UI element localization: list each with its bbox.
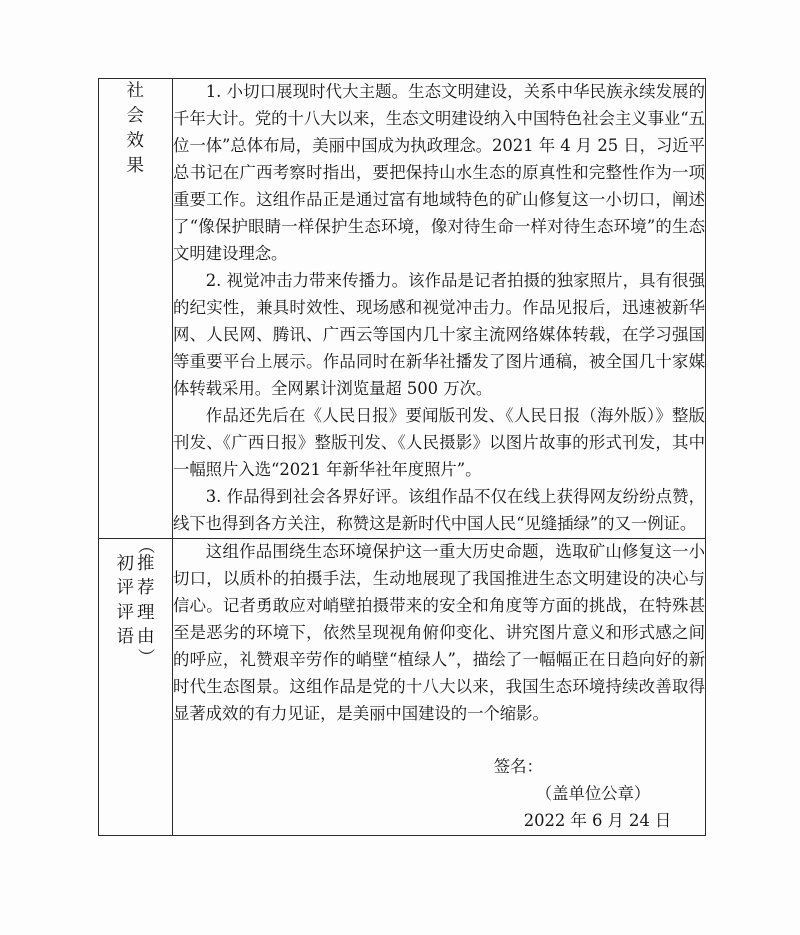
vertical-label-outer-column	[117, 552, 135, 650]
vertical-label-char: 理	[137, 602, 155, 623]
signature-block	[173, 754, 705, 835]
signature-seal-note: （盖单位公章）	[535, 783, 651, 803]
paragraph-recommendation-reason-1: 这组作品围绕生态环境保护这一重大历史命题，选取矿山修复这一小切口，以质朴的拍摄手法，生动地展现了我国推进生态文明建设的决心与信心。记者勇敢应对峭壁拍摄带来的安全和角度等方面的挑战，在特殊甚至是恶劣的环境下，依然呈现视角俯仰变化、讲究图片意义和形式感之间的呼应，礼赞艰辛劳作的峭壁“植绿人”，描绘了一幅幅正在日趋向好的新时代生态图景。这组作品是党的十八大以来，我国生态环境持续改善取得显著成效的有力见证，是美丽中国建设的一个缩影。	[173, 541, 705, 723]
row-body-social-effect	[173, 79, 706, 539]
table-row-social-effect	[99, 79, 706, 539]
paragraph-social-effect-3: 作品还先后在《人民日报》要闻版刊发、《人民日报（海外版）》整版刊发、《广西日报》整版刊发、《人民摄影》以图片故事的形式刊发，其中一幅照片入选“2021 年新华社年度照片”。	[173, 405, 705, 479]
paragraph-social-effect-2: 2. 视觉冲击力带来传播力。该作品是记者拍摄的独家照片，具有很强的纪实性，兼具时效性、现场感和视觉冲击力。作品见报后，迅速被新华网、人民网、腾讯、广西云等国内几十家主流网络媒体转载，在学习强国等重要平台上展示。作品同时在新华社播发了图片通稿，被全国几十家媒体转载采用。全网累计浏览量超 500 万次。	[173, 270, 705, 398]
paragraph-social-effect-4: 3. 作品得到社会各界好评。该组作品不仅在线上获得网友纷纷点赞，线下也得到各方关注，称赞这是新时代中国人民“见缝插绿”的又一例证。	[173, 486, 705, 533]
evaluation-table	[98, 78, 706, 836]
vertical-label-char: 评	[116, 578, 134, 599]
vertical-label-char: 初	[116, 553, 134, 574]
signature-name-label: 签名：	[493, 756, 543, 776]
vertical-label-char: 效	[126, 130, 145, 151]
vertical-label-char: 会	[126, 105, 145, 126]
row-label-recommendation-reason	[99, 538, 173, 835]
vertical-label-char: 由	[137, 627, 155, 648]
vertical-label-char: 评	[116, 602, 134, 623]
table-row-recommendation-reason	[99, 538, 706, 835]
vertical-label-char: 果	[126, 155, 145, 176]
signature-date: 2022 年 6 月 24 日	[523, 810, 672, 830]
vertical-label-char: 社	[126, 81, 145, 101]
row-label-social-effect	[99, 79, 173, 539]
vertical-label-social-effect	[127, 79, 145, 178]
open-paren-glyph: （	[135, 536, 156, 554]
paragraph-social-effect-1: 1. 小切口展现时代大主题。生态文明建设，关系中华民族永续发展的千年大计。党的十八大以来，生态文明建设纳入中国特色社会主义事业“五位一体”总体布局，美丽中国成为执政理念。2021 年 4 月 25 日，习近平总书记在广西考察时指出，要把保持山水生态的原真性和完整性作为一项重要工作。这组作品正是通过富有地域特色的矿山修复这一小切口，阐述了“像保护眼睛一样保护生态环境，像对待生命一样对待生态环境”的生态文明建设理念。	[173, 82, 705, 263]
vertical-label-inner-column	[135, 536, 156, 665]
row-body-recommendation-reason	[173, 538, 706, 835]
vertical-label-recommendation-reason	[99, 536, 172, 665]
vertical-label-char: 语	[116, 627, 134, 648]
vertical-label-char: 推	[137, 553, 155, 574]
close-paren-glyph: ）	[135, 647, 156, 665]
vertical-label-char: 荐	[137, 578, 155, 599]
